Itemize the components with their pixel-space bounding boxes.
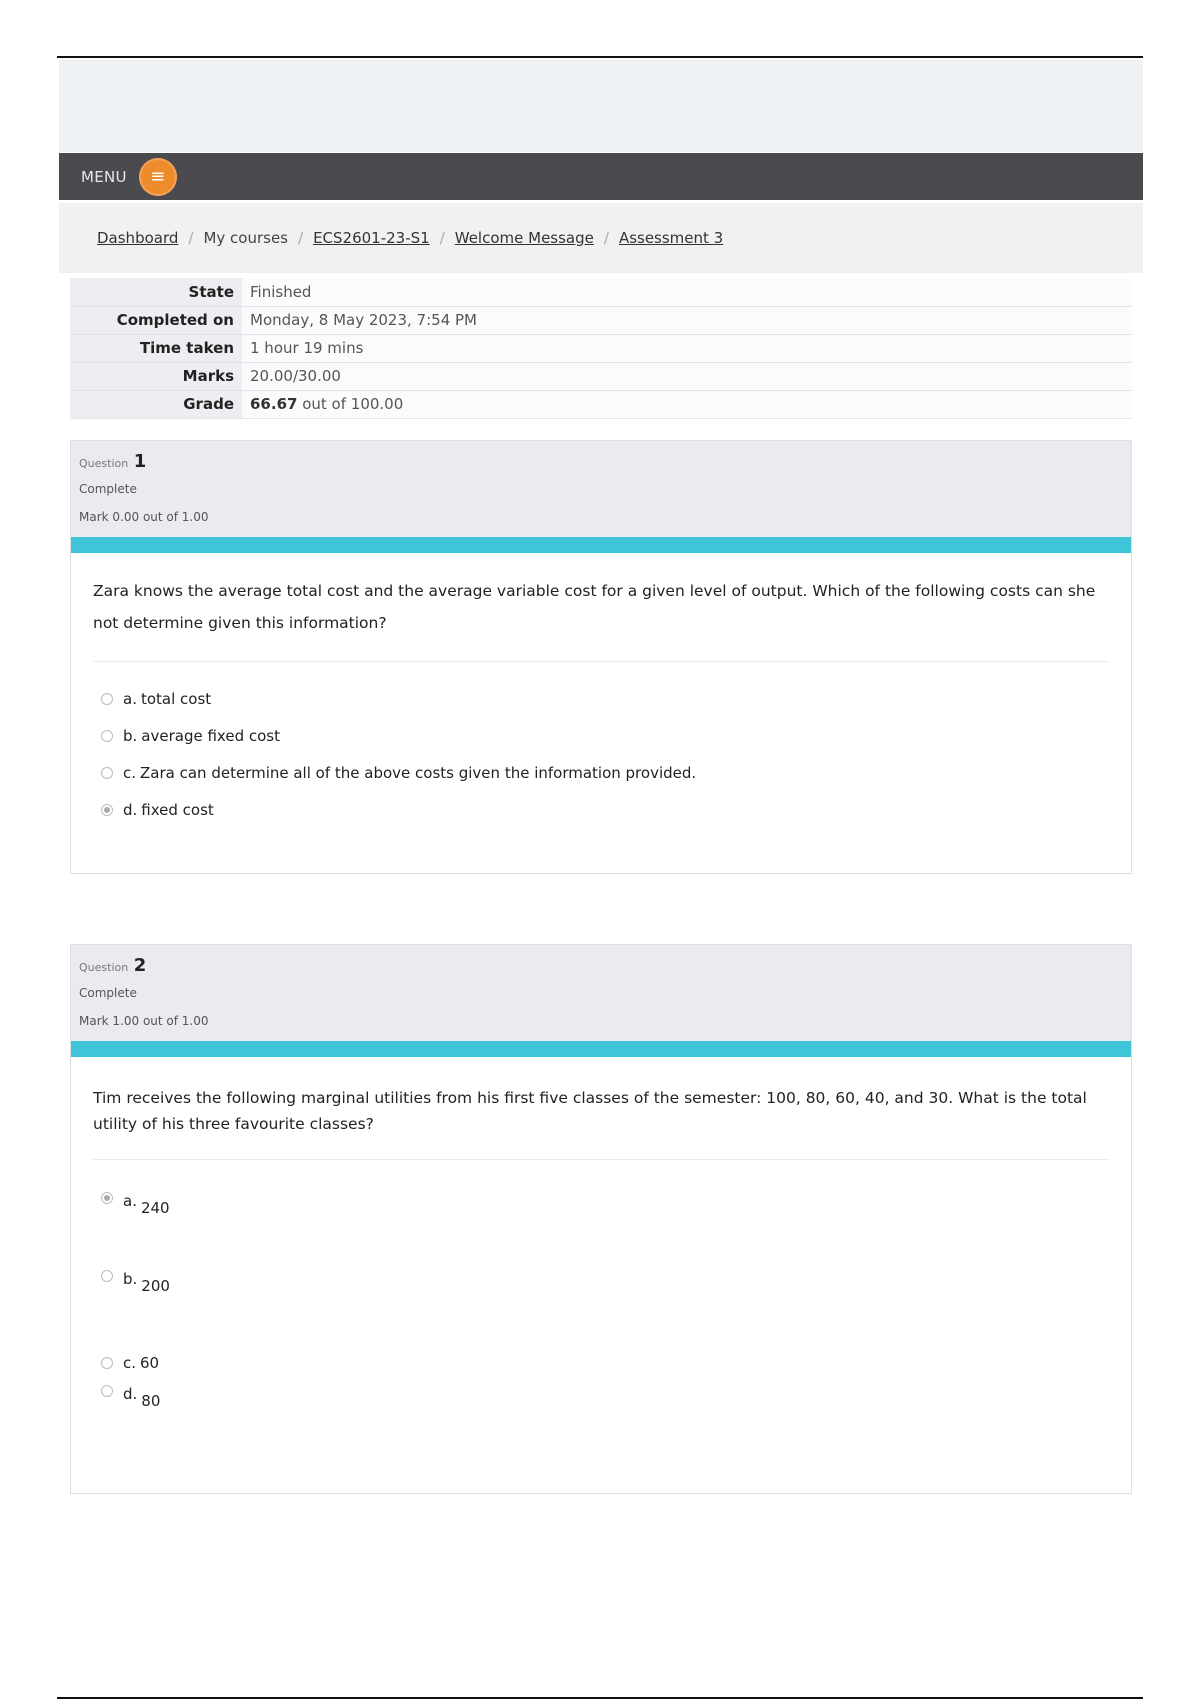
site-header — [59, 60, 1143, 152]
answer-text: fixed cost — [141, 800, 214, 819]
answer-option-b[interactable] — [101, 717, 1131, 754]
radio-button[interactable] — [101, 767, 113, 779]
answer-text: 80 — [141, 1392, 161, 1410]
question-label: Question — [79, 961, 129, 974]
question-card-2 — [70, 944, 1132, 1494]
question-number — [79, 451, 1131, 475]
answer-letter: b. — [123, 1270, 138, 1288]
answer-text: average fixed cost — [141, 726, 280, 745]
summary-row-marks — [70, 362, 1132, 390]
question-accent-bar — [71, 537, 1131, 553]
radio-button[interactable] — [101, 730, 113, 742]
summary-label: Marks — [70, 362, 242, 390]
answer-text: 60 — [140, 1353, 160, 1372]
question-mark: Mark 1.00 out of 1.00 — [79, 1014, 209, 1028]
answer-letter: c. — [123, 1353, 137, 1372]
radio-button[interactable] — [101, 1270, 113, 1282]
answer-text: 200 — [141, 1277, 170, 1295]
summary-value: Finished — [242, 278, 1132, 306]
answer-letter: a. — [123, 1192, 137, 1210]
breadcrumb-my-courses: My courses — [203, 229, 288, 247]
answer-letter: d. — [123, 800, 138, 819]
answer-list — [101, 1188, 1131, 1421]
question-number-value: 1 — [133, 451, 147, 472]
answer-option-c[interactable] — [101, 754, 1131, 791]
breadcrumb-dashboard[interactable]: Dashboard — [97, 229, 179, 247]
grade-out-of: out of 100.00 — [297, 395, 404, 413]
answer-option-a[interactable] — [101, 680, 1131, 717]
breadcrumb-separator: / — [298, 229, 304, 247]
radio-button[interactable] — [101, 693, 113, 705]
answer-text: Zara can determine all of the above costs given the information provided. — [140, 763, 697, 782]
hamburger-icon: ≡ — [150, 165, 166, 187]
radio-button[interactable] — [101, 1357, 113, 1369]
summary-row-state — [70, 278, 1132, 306]
question-state: Complete — [79, 986, 137, 1000]
question-state: Complete — [79, 482, 137, 496]
breadcrumb-separator: / — [188, 229, 194, 247]
answer-option-d[interactable] — [101, 1381, 1131, 1421]
answer-option-b[interactable] — [101, 1266, 1131, 1344]
answer-letter: d. — [123, 1385, 138, 1403]
question-number — [79, 955, 1131, 979]
breadcrumb-assessment[interactable]: Assessment 3 — [618, 229, 724, 247]
summary-value — [242, 390, 1132, 418]
answer-option-d[interactable] — [101, 791, 1131, 828]
question-label: Question — [79, 457, 129, 470]
breadcrumb-welcome-message[interactable]: Welcome Message — [454, 229, 594, 247]
question-mark: Mark 0.00 out of 1.00 — [79, 510, 209, 524]
breadcrumb-separator: / — [439, 229, 445, 247]
page-bottom-rule — [57, 1697, 1143, 1699]
answer-letter: c. — [123, 763, 137, 782]
summary-row-time — [70, 334, 1132, 362]
question-accent-bar — [71, 1041, 1131, 1057]
grade-score: 66.67 — [250, 395, 298, 413]
breadcrumb — [59, 203, 1143, 273]
summary-row-completed — [70, 306, 1132, 334]
attempt-summary-table — [70, 278, 1132, 419]
answer-option-a[interactable] — [101, 1188, 1131, 1266]
summary-value: Monday, 8 May 2023, 7:54 PM — [242, 306, 1132, 334]
question-text: Zara knows the average total cost and the average variable cost for a given level of output. Which of the following costs can she not determine given this information? — [93, 582, 1096, 632]
radio-button-selected[interactable] — [101, 1192, 113, 1204]
menu-toggle-button[interactable] — [139, 158, 177, 196]
page-top-rule — [57, 56, 1143, 58]
answer-text: 240 — [140, 1199, 170, 1217]
question-card-1 — [70, 440, 1132, 874]
breadcrumb-separator: / — [603, 229, 609, 247]
answer-option-c[interactable] — [101, 1344, 1131, 1381]
answer-text: total cost — [140, 689, 212, 708]
radio-button[interactable] — [101, 1385, 113, 1397]
answer-list — [101, 680, 1131, 828]
summary-label: State — [70, 278, 242, 306]
answer-letter: b. — [123, 726, 138, 745]
question-info — [71, 441, 1131, 537]
summary-label: Grade — [70, 390, 242, 418]
radio-button-selected[interactable] — [101, 804, 113, 816]
summary-row-grade — [70, 390, 1132, 418]
question-info — [71, 945, 1131, 1041]
question-text: Tim receives the following marginal utilities from his first five classes of the semester: 100, 80, 60, 40, and 30. What is the total utility of his three favourite classes? — [93, 1089, 1087, 1133]
summary-value: 20.00/30.00 — [242, 362, 1132, 390]
summary-value: 1 hour 19 mins — [242, 334, 1132, 362]
question-divider — [93, 1159, 1109, 1160]
summary-label: Completed on — [70, 306, 242, 334]
question-number-value: 2 — [133, 955, 147, 976]
menu-label[interactable]: MENU — [81, 167, 127, 186]
answer-letter: a. — [123, 689, 137, 708]
question-divider — [93, 661, 1109, 662]
summary-label: Time taken — [70, 334, 242, 362]
nav-menu-bar — [59, 153, 1143, 200]
breadcrumb-course[interactable]: ECS2601-23-S1 — [313, 229, 430, 247]
